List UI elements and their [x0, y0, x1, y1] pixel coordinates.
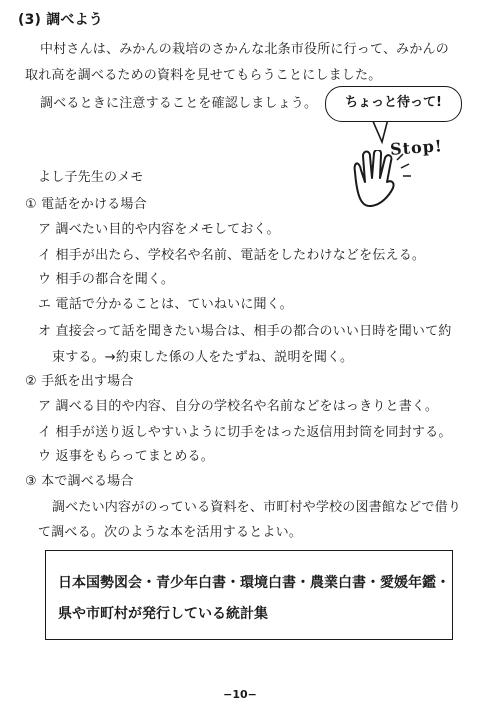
intro-line-3: 調べるときに注意することを確認しましょう。: [40, 96, 318, 111]
phone-item-u: ウ 相手の都合を聞く。: [38, 272, 175, 287]
phone-item-i: イ 相手が出たら、学校名や名前、電話をしたわけなどを伝える。: [38, 248, 426, 263]
intro-line-2: 取れ高を調べるための資料を見せてもらうことにしました。: [25, 68, 382, 83]
stop-text: Stop!: [389, 136, 444, 159]
phone-item-e: エ 電話で分かることは、ていねいに聞く。: [38, 297, 293, 312]
phone-item-a: ア 調べたい目的や内容をメモしておく。: [38, 222, 280, 237]
book-list-line-2: 県や市町村が発行している統計集: [58, 606, 268, 622]
letter-item-u: ウ 返事をもらってまとめる。: [38, 449, 214, 464]
hand-icon: [345, 150, 425, 210]
letter-item-a: ア 調べる目的や内容、自分の学校名や名前などをはっきりと書く。: [38, 399, 439, 414]
book-line-1: 調べたい内容がのっている資料を、市町村や学校の図書館などで借り: [52, 500, 462, 515]
book-heading: ③ 本で調べる場合: [25, 474, 134, 489]
phone-item-o-line-2: 束する。→約束した係の人をたずね、説明を聞く。: [52, 350, 354, 365]
section-title: (3) 調べよう: [18, 12, 104, 28]
page-number: −10−: [223, 688, 257, 701]
memo-title: よし子先生のメモ: [38, 170, 144, 185]
intro-line-1: 中村さんは、みかんの栽培のさかんな北条市役所に行って、みかんの: [40, 42, 449, 57]
phone-item-o-line-1: オ 直接会って話を聞きたい場合は、相手の都合のいい日時を聞いて約: [38, 324, 452, 339]
phone-heading: ① 電話をかける場合: [25, 197, 147, 212]
book-list-box: [45, 550, 453, 640]
letter-item-i: イ 相手が送り返しやすいように切手をはった返信用封筒を同封する。: [38, 425, 452, 440]
book-line-2: て調べる。次のような本を活用するとよい。: [38, 525, 303, 540]
book-list-line-1: 日本国勢図会・青少年白書・環境白書・農業白書・愛媛年鑑・: [58, 575, 450, 591]
letter-heading: ② 手紙を出す場合: [25, 374, 134, 389]
speech-bubble: ちょっと待って!: [325, 86, 462, 122]
